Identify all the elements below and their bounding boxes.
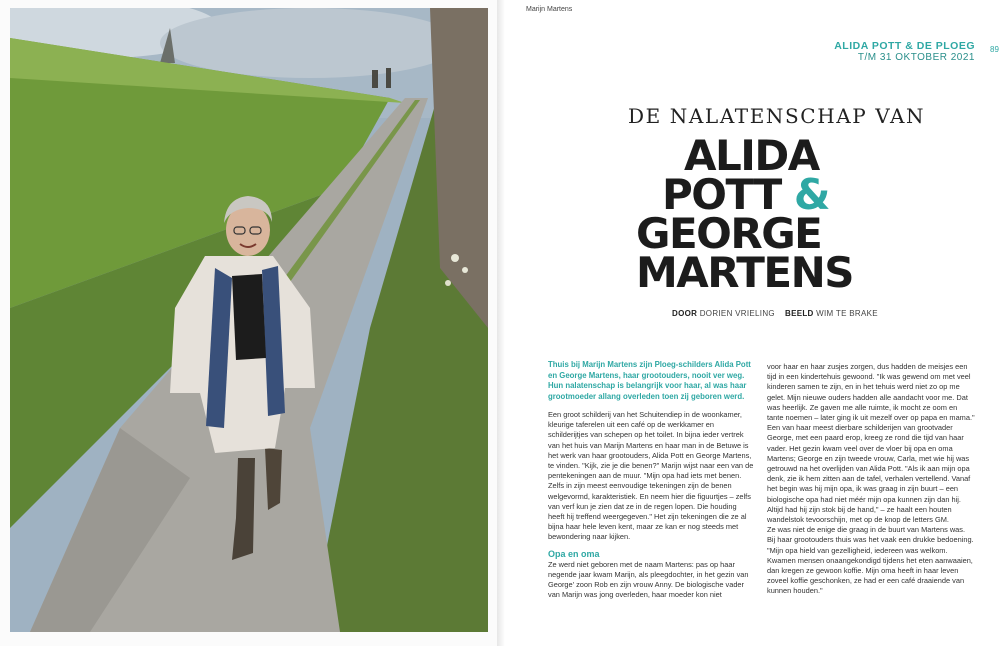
series-date: T/M 31 OKTOBER 2021 bbox=[857, 52, 975, 63]
body-paragraph: voor haar en haar zusjes zorgen, dus hadden de meisjes een tijd in een kindertehuis gewoond. "Ik was gewend om met veel kinderen samen te zijn, en in het tehuis werd niet zo op me gelet. Mijn nieuwe ouders hadden alle aandacht voor me. Dat was heerlijk. Ze gaven me alle ruimte, ik mocht ze oom en tante noemen – later ging ik uit mezelf over op papa en mama." Een van haar meest dierbare schilderijen van grootvader George, met een paard erop, kreeg ze rond die tijd van haar vader. Het gezin kwam veel over de vloer bij opa en oma Martens; George en zijn tweede vrouw, Carla, met wie hij was getrouwd na het overlijden van Alida Pott. "Als ik aan mijn opa denk, zie ik hem zitten aan de tafel, verhalen vertellend. Vanaf het begin was hij mijn opa, ik was graag in zijn buurt – een biologische opa had niet méér mijn opa kunnen zijn dan hij. Altijd had hij zijn stok bij de hand," – ze haalt een houten wandelstok tevoorschijn, met op de knop de letters GM. bbox=[767, 362, 975, 525]
running-head: Marijn Martens bbox=[526, 6, 573, 13]
image-credit-label: BEELD bbox=[785, 309, 814, 318]
headline-line-4: MARTENS bbox=[636, 248, 853, 297]
headline-ampersand: & bbox=[793, 170, 830, 219]
body-column-1 bbox=[548, 410, 754, 601]
subhead: Opa en oma bbox=[548, 548, 600, 559]
page-number: 89 bbox=[990, 45, 999, 54]
headline-line-3: GEORGE bbox=[636, 209, 822, 258]
series-label bbox=[820, 41, 975, 63]
byline-label: DOOR bbox=[672, 309, 698, 318]
body-paragraph: Ze werd niet geboren met de naam Martens: pas op haar negende jaar kwam Marijn, als pleegdochter, in het gezin van George' zoon Rob en zijn vrouw Anny. De biologische vader van Marijn was jong overleden, haar moeder kon niet bbox=[548, 559, 749, 600]
headline-pott: POTT bbox=[662, 170, 781, 219]
byline bbox=[672, 309, 878, 318]
lead-paragraph: Thuis bij Marijn Martens zijn Ploeg-schilders Alida Pott en George Martens, haar grootouders, nooit ver weg. Hun nalatenschap is belangrijk voor haar, al was haar grootmoeder allang overleden toen zij geboren werd. bbox=[548, 360, 751, 401]
portrait-photo bbox=[10, 8, 488, 632]
kicker: DE NALATENSCHAP VAN bbox=[628, 104, 926, 128]
body-column-2 bbox=[767, 362, 975, 597]
image-credit-name: WIM TE BRAKE bbox=[816, 309, 878, 318]
series-title: ALIDA POTT & DE PLOEG bbox=[834, 40, 975, 52]
body-paragraph: Ze was niet de enige die graag in de buurt van Martens was. Bij haar grootouders thuis was het vaak een drukke bedoening. "Mijn opa hield van gezelligheid, iedereen was welkom. Kwamen mensen onaangekondigd tijdens het eten aanwaaien, dan kregen ze gewoon koffie. Mijn oma heeft in haar leven zoveel koffie geschonken, ze had er een café draaiende van kunnen houden." bbox=[767, 525, 974, 596]
page-gutter bbox=[497, 0, 505, 646]
headline-line-1: ALIDA bbox=[684, 131, 819, 180]
headline bbox=[636, 131, 906, 297]
byline-author: DORIEN VRIELING bbox=[699, 309, 775, 318]
body-paragraph: Een groot schilderij van het Schuitendiep in de woonkamer, kleurige taferelen uit een café op de werkkamer en schilderijtjes van schepen op het toilet. In bijna ieder vertrek van het huis van Marijn Martens en haar man in de Betuwe is het werk van haar grootouders, Alida Pott en George Martens, te vinden. "Kijk, zie je die benen?" Marijn wijst naar een van de pentekeningen aan de muur. "Mijn opa had iets met benen. Zelfs in zijn meest eenvoudige tekeningen zijn de benen welgevormd, karakteristiek. En neem hier die figuurtjes – zelfs van verf kun je zien dat ze in de regen lopen. Die houding heeft hij treffend weergegeven." Het zijn tekeningen die ze al bijna haar hele leven kent, maar ze kan er nog steeds met bewondering naar kijken. bbox=[548, 410, 754, 542]
